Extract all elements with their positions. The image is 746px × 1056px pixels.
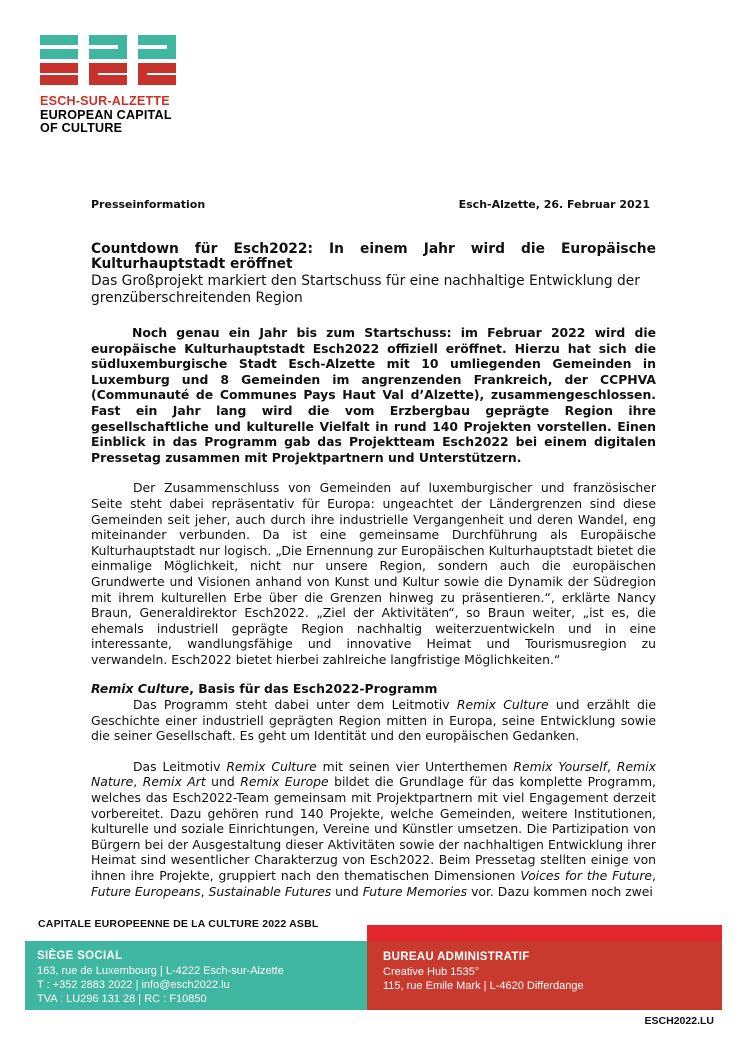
p3-segment: Remix Yourself: [513, 758, 608, 774]
lead-paragraph: Noch genau ein Jahr bis zum Startschuss: im Februar 2022 wird die europäische Kulturhauptstadt Esch2022 offiziell eröffnet. Hierzu hat sich die südluxemburgische Stadt Esch-Alzette mit 10 umliegenden Gemeinden in Luxemburg und 8 Gemeinden im angrenzenden Frankreich, der CCPHVA (Communauté de Communes Pays Haut Val d’Alzette), zusammengeschlossen. Fast ein Jahr lang wird die vom Erzbergbau geprägte Region ihre gesellschaftliche und kulturelle Vielfalt in rund 140 Projekten vorstellen. Einen Einblick in das Programm gab das Projektteam Esch2022 bei einem digitalen Pressetag zusammen mit Projektpartnern und Unterstützern.: [91, 325, 656, 465]
registered-office-tax: TVA : LU296 131 28 | RC : F10850: [37, 993, 207, 1005]
footer-admin-office: [367, 941, 722, 1010]
p2-text-italic: Remix Culture: [456, 697, 549, 713]
p3-segment: Future Memories: [362, 883, 468, 899]
p3-segment: und: [205, 774, 241, 790]
p3-segment: mit seinen vier Unterthemen: [316, 758, 514, 774]
logo-mark: [40, 35, 180, 93]
body-paragraph-2: [91, 697, 656, 744]
admin-office-building: Creative Hub 1535°: [383, 966, 480, 978]
p3-segment: ,: [133, 774, 143, 790]
footer-accent-strip: [367, 925, 722, 941]
p3-segment: Voices for the Future: [520, 868, 653, 883]
logo-line-city: ESCH-SUR-ALZETTE: [40, 94, 170, 108]
logo-line-capital: EUROPEAN CAPITAL: [40, 107, 172, 122]
p3-segment: Remix Europe: [240, 774, 329, 790]
logo-line-culture: OF CULTURE: [40, 121, 123, 135]
p3-segment: Remix Nature: [91, 758, 656, 790]
admin-office-title: BUREAU ADMINISTRATIF: [383, 951, 530, 963]
section-heading: [91, 681, 656, 697]
section-heading-italic: Remix Culture: [91, 681, 190, 697]
p3-segment: ,: [607, 758, 617, 774]
p3-segment: ,: [200, 883, 209, 899]
p3-segment: Sustainable Futures: [208, 883, 332, 899]
body-paragraph-1: Der Zusammenschluss von Gemeinden auf luxemburgischer und französischer Seite steht dabei repräsentativ für Europa: ungeachtet der Ländergrenzen sind diese Gemeinden seit jeher, auch durch ihre industrielle Vergangenheit und deren Wandel, eng miteinander verbunden. Da ist eine gemeinsame Durchführung als Europäische Kulturhauptstadt nur logisch. „Die Ernennung zur Europäischen Kulturhauptstadt bietet die einmalige Möglichkeit, nicht nur unsere Region, sondern auch die europäischen Grundwerte und Visionen anhand von Kunst und Kultur sowie die Dynamik der Südregion mit ihrem kulturellen Erbe über die Grenzen hinweg zu präsentieren.“, erklärte Nancy Braun, Generaldirektor Esch2022. „Ziel der Aktivitäten“, so Braun weiter, „ist es, die ehemals industriell geprägte Region nachhaltig weiterzuentwickeln und in eine interessante, wandlungsfähige und innovative Heimat und Tourismusregion zu verwandeln. Esch2022 bietet hierbei zahlreiche langfristige Möglichkeiten.“: [91, 480, 656, 667]
p3-segment: vor. Dazu kommen noch zwei: [467, 883, 653, 899]
article-body: [91, 242, 656, 899]
logo-wordmark: [40, 95, 172, 136]
article-title: Countdown für Esch2022: In einem Jahr wird die Europäische Kulturhauptstadt eröffnet: [91, 241, 656, 272]
p3-segment: ,: [652, 868, 656, 883]
registered-office-address: 163, rue de Luxembourg | L-4222 Esch-sur-Alzette: [37, 965, 284, 977]
p2-text-a: Das Programm steht dabei unter dem Leitmotiv: [133, 697, 457, 713]
dateline: Esch-Alzette, 26. Februar 2021: [458, 198, 650, 211]
admin-office-address: 115, rue Emile Mark | L-4620 Differdange: [383, 980, 584, 992]
p2-text-b: und erzählt die Geschichte einer industriell geprägten Region mitten in Europa, seine Entwicklung sowie die seiner Gesellschaft. Es geht um Identität und den europäischen Gedanken.: [91, 697, 656, 744]
registered-office-contact: T : +352 2883 2022 | info@esch2022.lu: [37, 979, 230, 991]
p3-segment: bildet die Grundlage für das komplette Programm, welches das Esch2022-Team gemeinsam mit Projektpartnern mit viel Engagement derzeit vorbereitet. Dazu gehören rund 140 Projekte, welche Gemeinden, weitere Institutionen, kulturelle und soziale Einrichtungen, Vereine und Künstler umsetzen. Die Partizipation von Bürgern bei der Ausgestaltung dieser Aktivitäten sowie der nachhaltigen Entwicklung ihrer Heimat sind wesentlicher Charakterzug von Esch2022. Beim Pressetag stellten einige von ihnen ihre Projekte, gruppiert nach den thematischen Dimensionen: [91, 774, 656, 883]
article-subtitle: Das Großprojekt markiert den Startschuss für eine nachhaltige Entwicklung der grenzüberschreitenden Region: [91, 273, 640, 306]
registered-office-title: SIÈGE SOCIAL: [37, 950, 123, 962]
section-heading-rest: , Basis für das Esch2022-Programm: [189, 681, 438, 697]
p3-segment: Remix Culture: [226, 758, 317, 774]
p3-segment: Das Leitmotiv: [133, 758, 227, 774]
p3-segment: Remix Art: [142, 774, 206, 790]
p3-segment: Future Europeans: [91, 883, 201, 899]
body-paragraph-3: [91, 759, 656, 899]
p3-segment: und: [331, 883, 363, 899]
website-url[interactable]: ESCH2022.LU: [644, 1015, 714, 1027]
document-label: Presseinformation: [91, 198, 206, 211]
footer-organization: CAPITALE EUROPEENNE DE LA CULTURE 2022 ASBL: [38, 918, 319, 930]
footer-registered-office: [25, 941, 367, 1010]
esch2022-logo: [40, 35, 180, 93]
